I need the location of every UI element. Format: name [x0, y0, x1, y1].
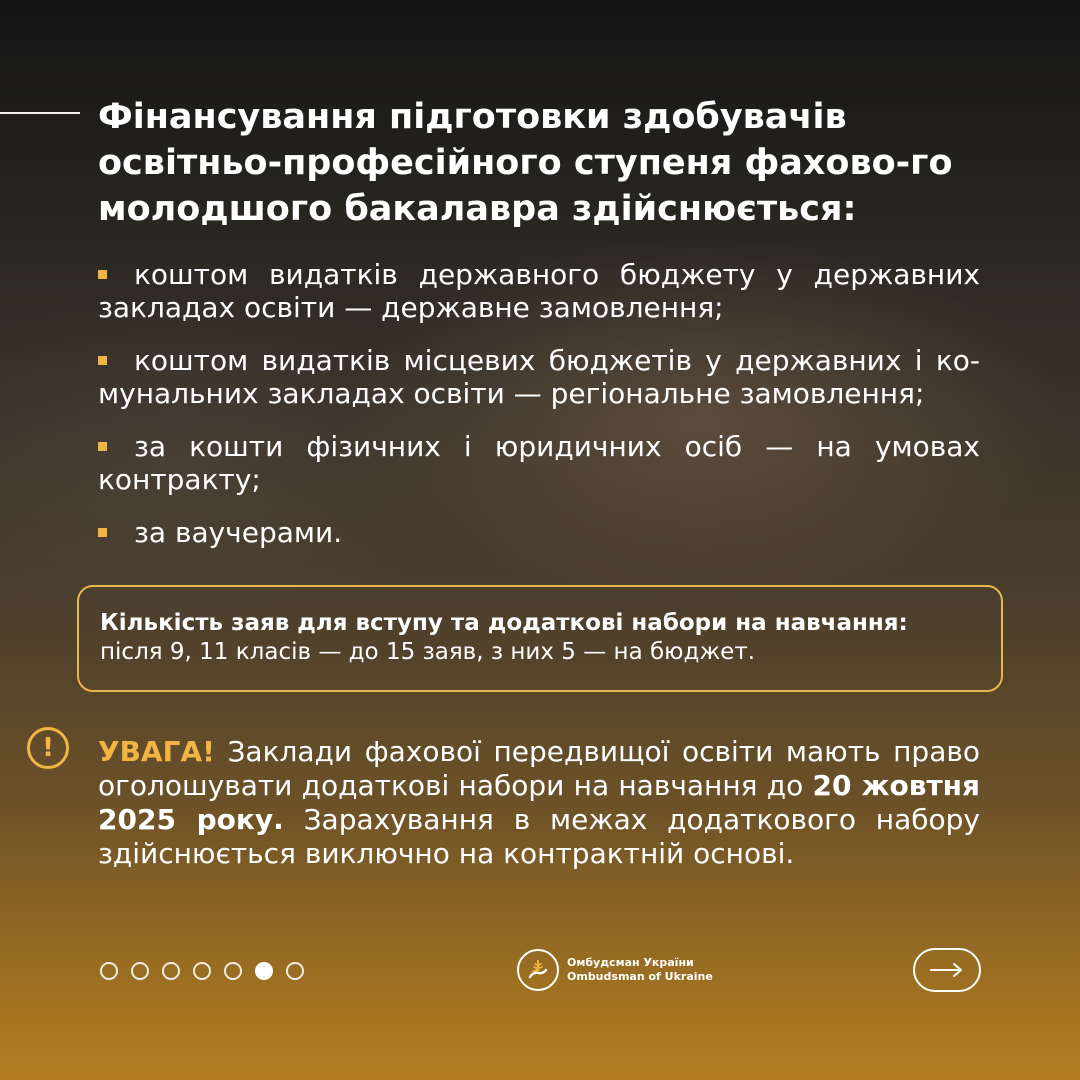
list-item	[98, 258, 980, 324]
logo-text-english: Ombudsman of Ukraine	[567, 970, 713, 983]
list-item	[98, 430, 980, 496]
warning-text-end: Зарахування в межах додаткового набору здійснюється виключно на контрактній основі.	[98, 803, 980, 870]
list-item-text: коштом видатків державного бюджету у державних закладах освіти — державне замовлення;	[98, 258, 980, 324]
list-item	[98, 344, 980, 410]
logo-text-ukrainian: Омбудсман України	[567, 956, 694, 969]
pagination-dot[interactable]	[255, 962, 273, 980]
logo-text	[567, 956, 713, 984]
info-box-title: Кількість заяв для вступу та додаткові набори на навчання:	[100, 610, 908, 636]
pagination-dot[interactable]	[131, 962, 149, 980]
exclamation-circle-icon: !	[27, 727, 69, 769]
list-item-text: за ваучерами.	[134, 516, 343, 549]
list-item-text: за кошти фізичних і юридичних осіб — на умовах контракту;	[98, 430, 980, 496]
bullet-square-icon	[98, 442, 107, 451]
warning-text-start: Заклади фахової передвищої освіти мають право оголошувати додаткові набори на навчання до	[98, 735, 980, 802]
list-item-text: коштом видатків місцевих бюджетів у державних і ко-мунальних закладах освіти — регіональне замовлення;	[98, 344, 980, 410]
bullet-square-icon	[98, 270, 107, 279]
pagination-dot[interactable]	[286, 962, 304, 980]
logo-emblem	[525, 957, 551, 983]
pagination-dot[interactable]	[224, 962, 242, 980]
pagination-dot[interactable]	[193, 962, 211, 980]
next-slide-button[interactable]	[913, 948, 981, 992]
ombudsman-logo-icon	[517, 949, 559, 991]
ombudsman-logo	[517, 949, 713, 991]
list-item	[98, 516, 980, 549]
warning-label: УВАГА!	[98, 735, 215, 768]
arrow-right-icon	[929, 962, 965, 978]
slide-title: Фінансування підготовки здобувачів освітньо-професійного ступеня фахово-го молодшого бакалавра здійснюється:	[98, 97, 953, 229]
warning-paragraph	[98, 735, 980, 871]
bullet-square-icon	[98, 528, 107, 537]
info-box-text: після 9, 11 класів — до 15 заяв, з них 5 — на бюджет.	[100, 639, 756, 665]
funding-list	[98, 258, 980, 569]
deadline-date: 20 жовтня 2025 року.	[98, 769, 980, 836]
decorative-rule	[0, 112, 80, 114]
pagination-dots	[100, 962, 304, 980]
bullet-square-icon	[98, 356, 107, 365]
pagination-dot[interactable]	[162, 962, 180, 980]
applications-info-box	[77, 585, 1003, 692]
pagination-dot[interactable]	[100, 962, 118, 980]
